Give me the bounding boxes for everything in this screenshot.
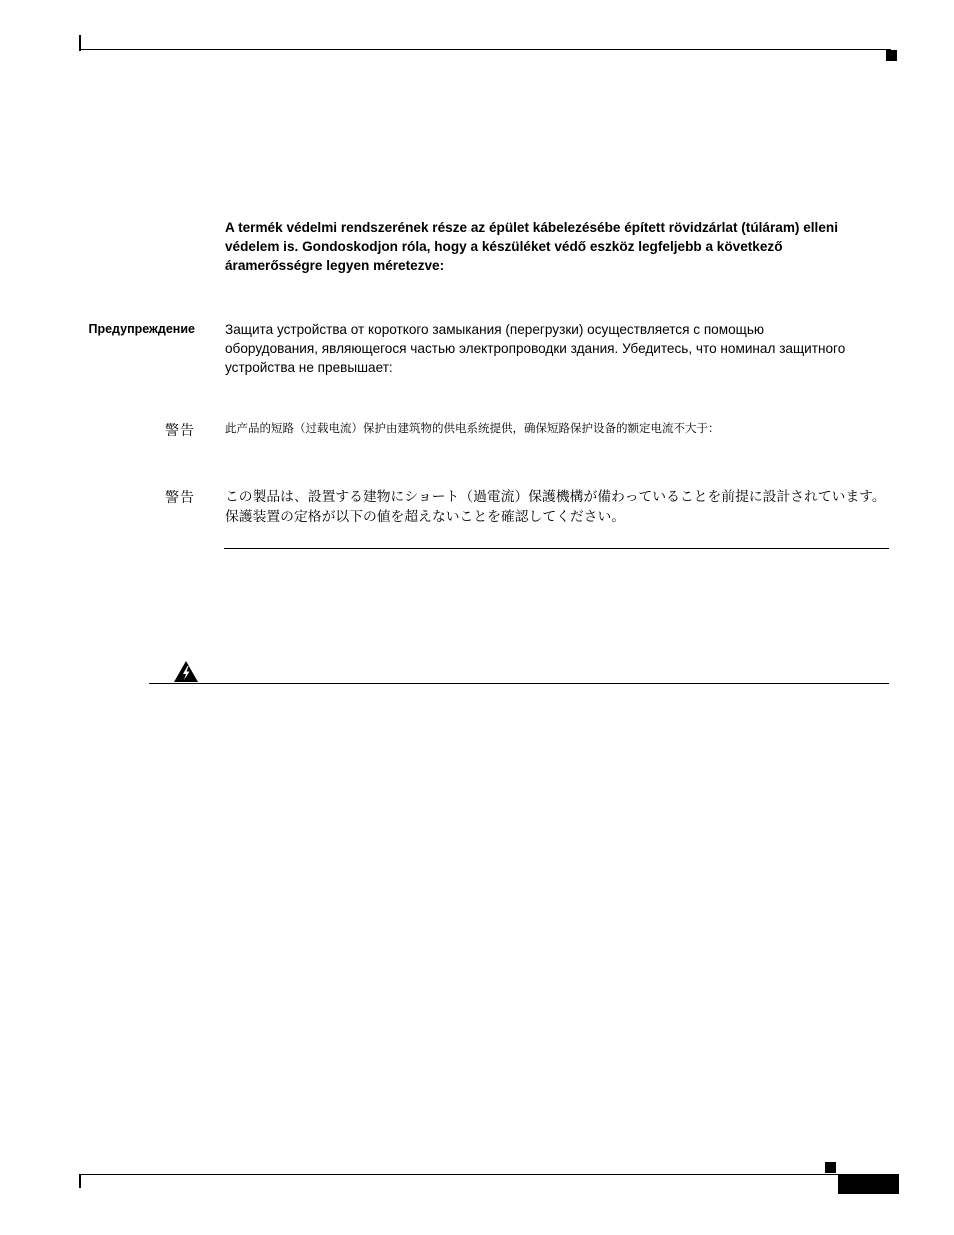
warning-label-japanese: 警告	[165, 489, 195, 505]
warning-text-japanese: この製品は、設置する建物にショート（過電流）保護機構が備わっていることを前提に設計されています。保護装置の定格が以下の値を超えないことを確認してください。	[225, 489, 886, 524]
footer-page-tab	[838, 1175, 899, 1194]
section-end-rule	[224, 548, 889, 549]
footer-rule	[79, 1174, 899, 1175]
footer-square-mark	[825, 1162, 836, 1173]
warning-text-chinese: 此产品的短路（过载电流）保护由建筑物的供电系统提供，确保短路保护设备的额定电流不大于：	[225, 423, 720, 435]
warning-rule	[149, 683, 889, 684]
header-square-mark	[886, 50, 897, 61]
footer-corner-mark	[79, 1174, 81, 1188]
warning-text-hungarian: A termék védelmi rendszerének része az épület kábelezésébe épített rövidzárlat (túláram) elleni védelem is. Gondoskodjon róla, hogy a készüléket védő eszköz legfeljebb a következő áramerősségre legyen méretezve:	[225, 220, 838, 273]
warning-label-russian: Предупреждение	[88, 322, 195, 336]
warning-label-chinese: 警告	[165, 422, 195, 438]
header-rule	[79, 49, 891, 50]
warning-text-russian: Защита устройства от короткого замыкания (перегрузки) осуществляется с помощью оборудования, являющегося частью электропроводки здания. Убедитесь, что номинал защитного устройства не превышает:	[225, 322, 846, 375]
warning-triangle-icon	[173, 660, 199, 683]
